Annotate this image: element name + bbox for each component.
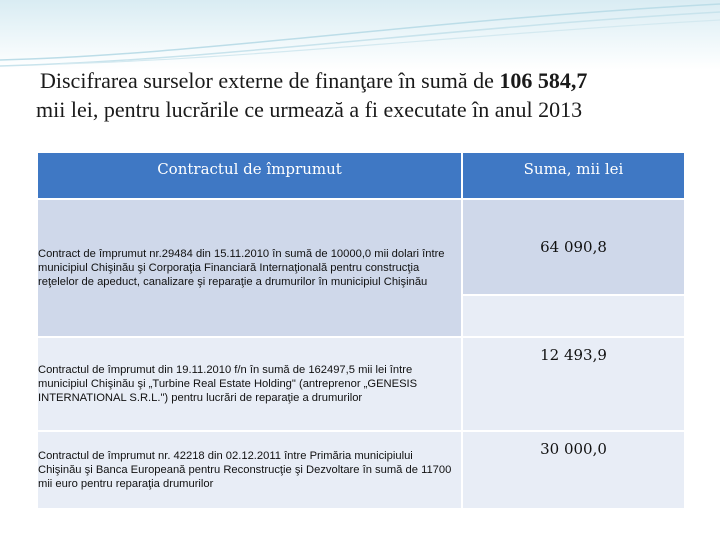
amount-cell: 64 090,8 xyxy=(540,238,607,256)
contract-cell: Contractul de împrumut din 19.11.2010 f/n în sumă de 162497,5 mii lei între municipiul Chişinău şi „Turbine Real Estate Holding" (antreprenor „GENESIS INTERNATIONAL S.R.L.") pentru lucrări de reparaţie a drumurilor xyxy=(38,338,461,430)
contract-cell: Contractul de împrumut nr. 42218 din 02.12.2011 între Primăria municipiului Chişinău şi Banca Europeană pentru Reconstrucţie şi Dezvoltare în sumă de 11700 mii euro pentru reparaţia drumurilor xyxy=(38,432,461,508)
amount-cell: 12 493,9 xyxy=(540,346,607,364)
table-row xyxy=(38,200,684,294)
contract-cell: Contract de împrumut nr.29484 din 15.11.2010 în sumă de 10000,0 mii dolari între municipiul Chişinău şi Corporaţia Financiară Internaţională pentru construcţia reţelelor de apeduct, canalizare şi reparaţie a drumurilor în municipiul Chişinău xyxy=(38,248,445,288)
decorative-swoosh xyxy=(0,0,720,70)
slide-title xyxy=(36,66,696,124)
header-contract: Contractul de împrumut xyxy=(38,153,461,198)
table-row xyxy=(38,338,684,430)
header-amount: Suma, mii lei xyxy=(463,153,684,198)
table-row xyxy=(38,432,684,508)
title-prefix: Discifrarea surselor externe de finanţare în sumă de xyxy=(40,68,500,93)
table-header-row xyxy=(38,153,684,198)
title-line2: mii lei, pentru lucrările ce urmează a fi executate în anul 2013 xyxy=(36,97,583,122)
amount-cell: 30 000,0 xyxy=(540,440,607,458)
title-amount: 106 584,7 xyxy=(499,68,588,93)
spacer-cell xyxy=(463,296,684,336)
loans-table xyxy=(36,151,686,510)
